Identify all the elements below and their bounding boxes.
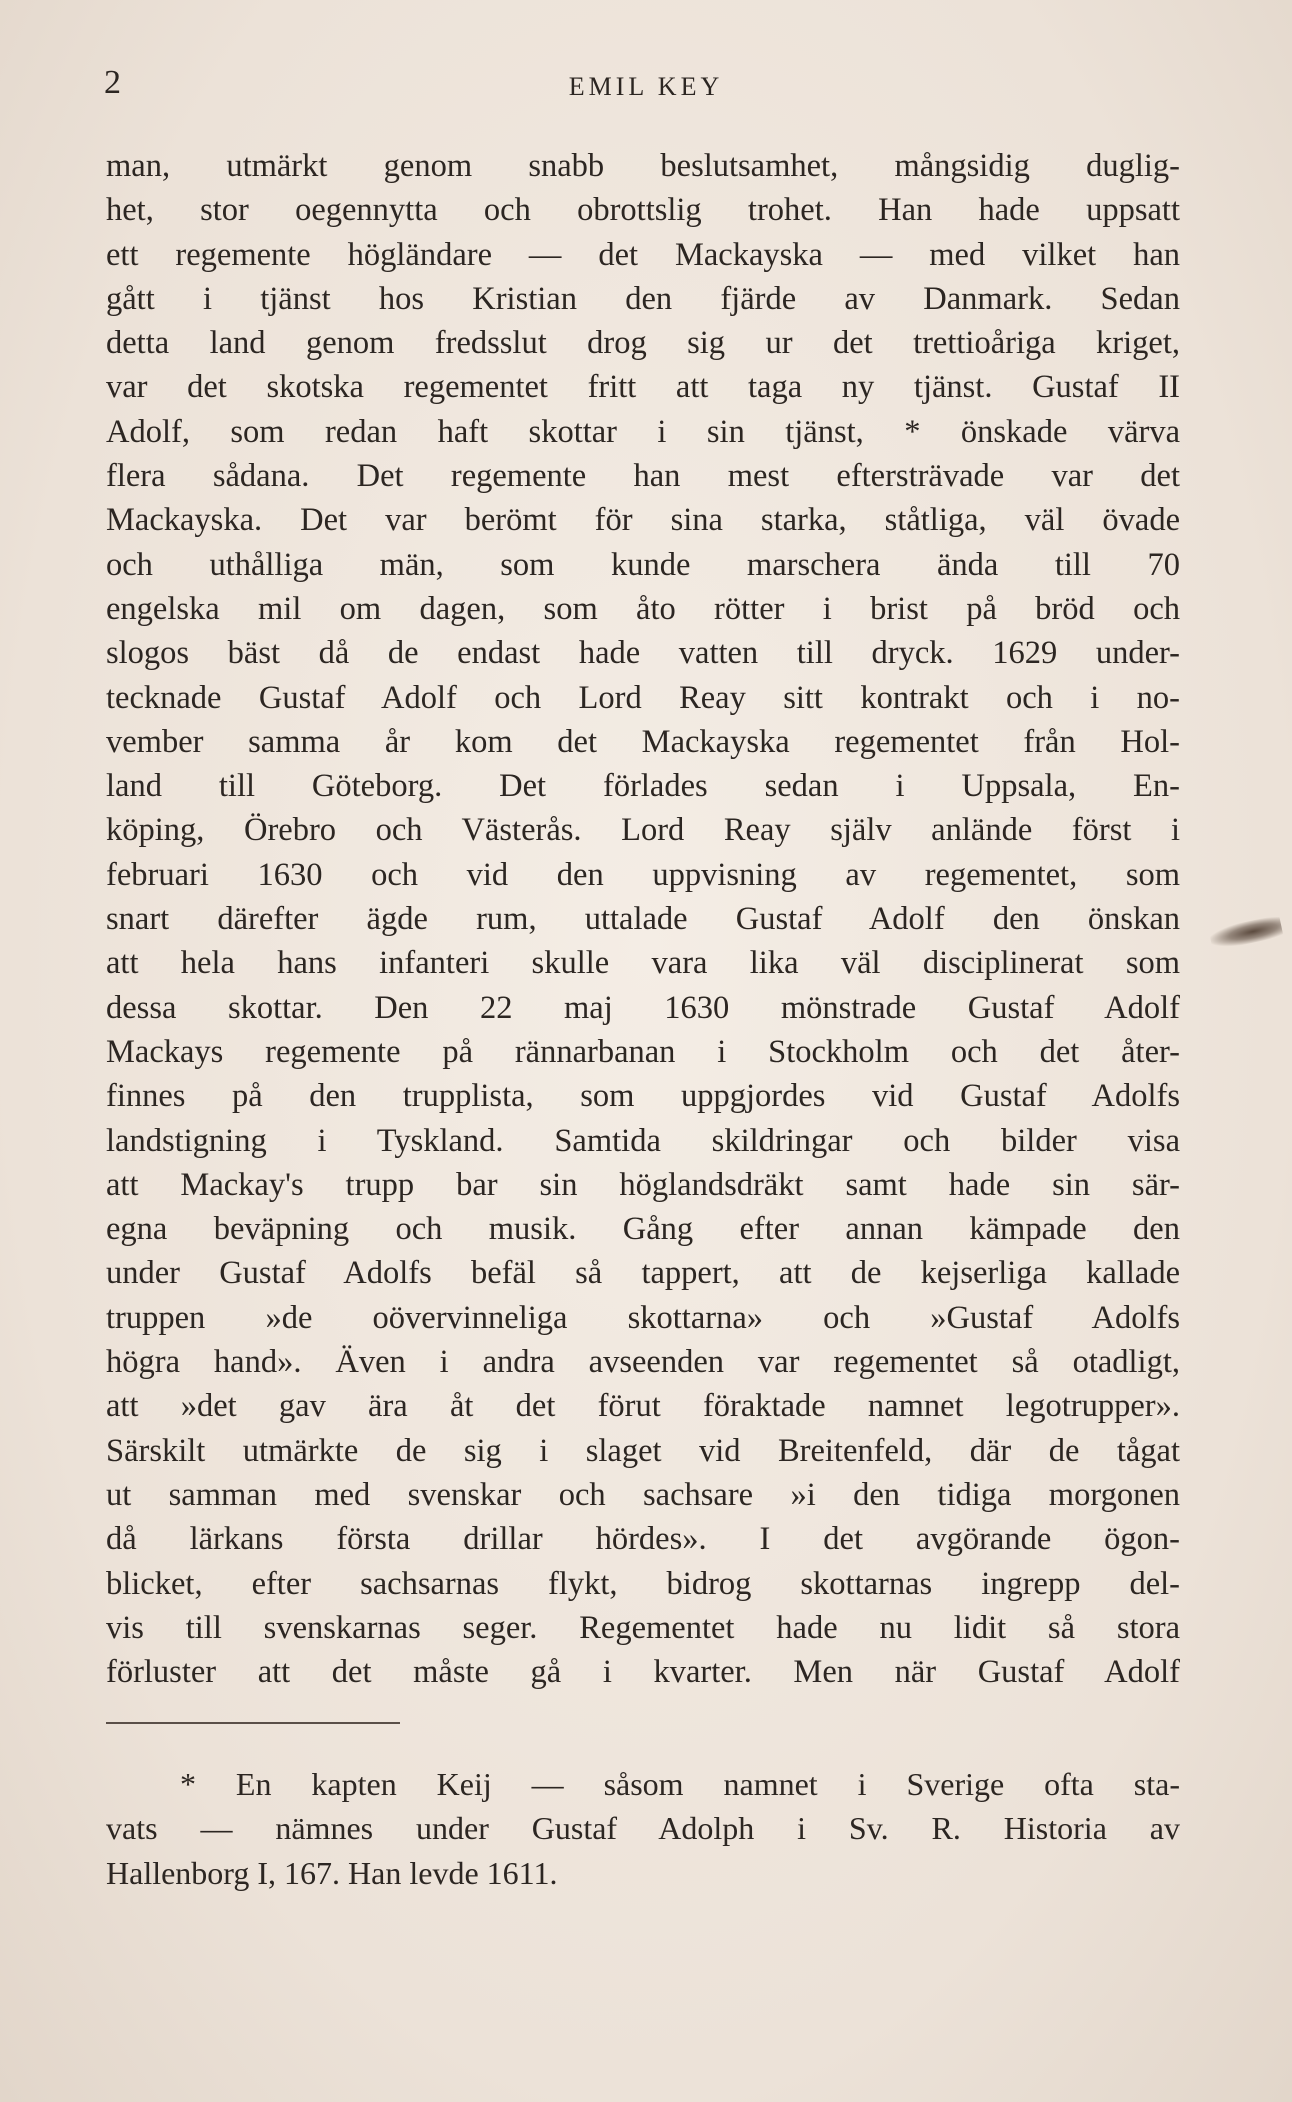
body-line: under Gustaf Adolfs befäl så tappert, att de kejserliga kallade [106, 1255, 1180, 1292]
body-line: gått i tjänst hos Kristian den fjärde av Danmark. Sedan [106, 280, 1180, 317]
footnote [106, 1762, 1180, 1895]
body-line: ut samman med svenskar och sachsare »i den tidiga morgonen [106, 1476, 1180, 1513]
body-line: förluster att det måste gå i kvarter. Men när Gustaf Adolf [106, 1654, 1180, 1691]
body-line: vis till svenskarnas seger. Regementet hade nu lidit så stora [106, 1609, 1180, 1646]
footnote-line: Hallenborg I, 167. Han levde 1611. [106, 1854, 558, 1891]
body-line: ett regemente högländare — det Mackayska — med vilket han [106, 236, 1180, 273]
body-line: Adolf, som redan haft skottar i sin tjänst, * önskade värva [106, 413, 1180, 450]
body-line: att hela hans infanteri skulle vara lika väl disciplinerat som [106, 945, 1180, 982]
body-line: högra hand». Även i andra avseenden var regementet så otadligt, [106, 1344, 1180, 1381]
footnote-line: vats — nämnes under Gustaf Adolph i Sv. R. Historia av [106, 1810, 1180, 1847]
body-line: blicket, efter sachsarnas flykt, bidrog skottarnas ingrepp del- [106, 1565, 1180, 1602]
footnote-rule [106, 1722, 400, 1724]
body-line: landstigning i Tyskland. Samtida skildringar och bilder visa [106, 1122, 1180, 1159]
body-line: dessa skottar. Den 22 maj 1630 mönstrade Gustaf Adolf [106, 989, 1180, 1026]
body-line: engelska mil om dagen, som åto rötter i brist på bröd och [106, 590, 1180, 627]
body-line: detta land genom fredsslut drog sig ur det trettioåriga kriget, [106, 325, 1180, 362]
body-line: slogos bäst då de endast hade vatten till dryck. 1629 under- [106, 635, 1180, 672]
body-line: het, stor oegennytta och obrottslig trohet. Han hade uppsatt [106, 192, 1180, 229]
body-line: var det skotska regementet fritt att taga ny tjänst. Gustaf II [106, 369, 1180, 406]
body-line: Särskilt utmärkte de sig i slaget vid Breitenfeld, där de tågat [106, 1432, 1180, 1469]
body-line: flera sådana. Det regemente han mest eftersträvade var det [106, 458, 1180, 495]
body-line: finnes på den trupplista, som uppgjordes vid Gustaf Adolfs [106, 1078, 1180, 1115]
body-line: köping, Örebro och Västerås. Lord Reay själv anlände först i [106, 812, 1180, 849]
body-line: truppen »de oövervinneliga skottarna» och »Gustaf Adolfs [106, 1299, 1180, 1336]
body-line: man, utmärkt genom snabb beslutsamhet, mångsidig duglig- [106, 148, 1180, 184]
body-line: Mackays regemente på rännarbanan i Stockholm och det åter- [106, 1033, 1180, 1070]
body-line: att »det gav ära åt det förut föraktade namnet legotrupper». [106, 1388, 1180, 1425]
body-line: egna beväpning och musik. Gång efter annan kämpade den [106, 1211, 1180, 1248]
body-line: snart därefter ägde rum, uttalade Gustaf Adolf den önskan [106, 901, 1180, 938]
body-line: Mackayska. Det var berömt för sina starka, ståtliga, väl övade [106, 502, 1180, 539]
page-number: 2 [104, 64, 122, 101]
body-line: och uthålliga män, som kunde marschera ända till 70 [106, 546, 1180, 583]
body-line: att Mackay's trupp bar sin höglandsdräkt samt hade sin sär- [106, 1166, 1180, 1203]
body-line: då lärkans första drillar hördes». I det avgörande ögon- [106, 1521, 1180, 1558]
body-line: februari 1630 och vid den uppvisning av regementet, som [106, 856, 1180, 893]
running-head: EMIL KEY [568, 72, 724, 101]
ink-stain [1208, 915, 1283, 951]
body-text [106, 144, 1180, 1694]
body-line: tecknade Gustaf Adolf och Lord Reay sitt kontrakt och i no- [106, 679, 1180, 716]
body-line: vember samma år kom det Mackayska regementet från Hol- [106, 723, 1180, 760]
body-line: land till Göteborg. Det förlades sedan i Uppsala, En- [106, 768, 1180, 805]
footnote-line: * En kapten Keij — såsom namnet i Sverige ofta sta- [180, 1766, 1180, 1802]
